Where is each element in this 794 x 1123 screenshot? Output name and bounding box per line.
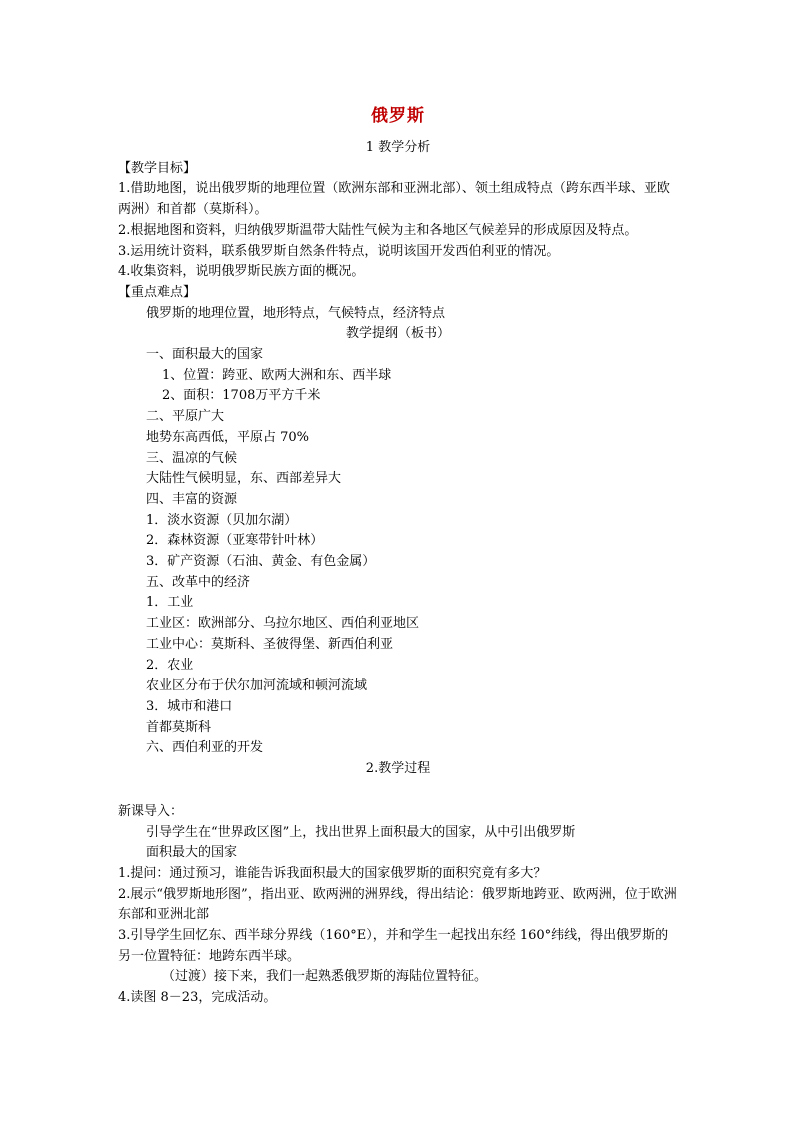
outline-line: 大陆性气候明显，东、西部差异大 — [146, 471, 342, 487]
objective-item: 3.运用统计资料，联系俄罗斯自然条件特点，说明该国开发西伯利亚的情况。 — [118, 243, 560, 259]
document-title: 俄罗斯 — [371, 106, 425, 126]
intro-text: 引导学生在“世界政区图”上，找出世界上面积最大的国家，从中引出俄罗斯 — [146, 824, 576, 840]
spacer — [118, 780, 678, 802]
process-step: 2.展示“俄罗斯地形图”，指出亚、欧两洲的洲界线，得出结论：俄罗斯地跨亚、欧两洲，位于欧洲东部和亚洲北部 — [118, 886, 677, 923]
outline-line: 3．矿产资源（石油、黄金、有色金属） — [146, 554, 376, 570]
document-page — [118, 104, 678, 1009]
outline-line: 二、平原广大 — [146, 409, 225, 425]
intro-text-continued: 面积最大的国家 — [146, 845, 238, 861]
process-step: 4.读图 8－23，完成活动。 — [118, 990, 277, 1006]
outline-line: 2、面积：1708万平方千米 — [162, 388, 321, 404]
process-step: 3.引导学生回忆东、西半球分界线（160°E），并和学生一起找出东经 160°纬线，得出俄罗斯的另一位置特征：地跨东西半球。 — [118, 928, 669, 964]
outline-line: 2．农业 — [146, 657, 194, 673]
outline-line: 地势东高西低，平原占 70% — [146, 429, 310, 445]
key-points-heading: 【重点难点】 — [118, 284, 197, 300]
transition-text: （过渡）接下来，我们一起熟悉俄罗斯的海陆位置特征。 — [162, 969, 488, 985]
outline-line: 1．淡水资源（贝加尔湖） — [146, 512, 298, 528]
outline-line: 工业中心：莫斯科、圣彼得堡、新西伯利亚 — [146, 636, 394, 652]
outline-heading: 教学提纲（板书） — [345, 326, 450, 342]
objective-item: 1.借助地图，说出俄罗斯的地理位置（欧洲东部和亚洲北部）、领土组成特点（跨东西半球、亚欧两洲）和首都（莫斯科）。 — [118, 181, 670, 218]
intro-label: 新课导入： — [118, 803, 184, 819]
outline-line: 五、改革中的经济 — [146, 574, 251, 590]
outline-line: 1．工业 — [146, 595, 194, 611]
outline-line: 2．森林资源（亚寒带针叶林） — [146, 533, 324, 549]
outline-line: 四、丰富的资源 — [146, 491, 238, 507]
key-points-text: 俄罗斯的地理位置，地形特点，气候特点，经济特点 — [146, 305, 446, 321]
outline-line: 农业区分布于伏尔加河流域和顿河流域 — [146, 678, 368, 694]
section-heading-analysis: 1 教学分析 — [365, 140, 431, 155]
objective-item: 2.根据地图和资料，归纳俄罗斯温带大陆性气候为主和各地区气候差异的形成原因及特点。 — [118, 222, 638, 238]
section-heading-process: 2.教学过程 — [365, 761, 431, 777]
outline-line: 一、面积最大的国家 — [146, 347, 264, 363]
outline-line: 六、西伯利亚的开发 — [146, 740, 264, 756]
outline-line: 三、温凉的气候 — [146, 450, 238, 466]
objective-item: 4.收集资料，说明俄罗斯民族方面的概况。 — [118, 264, 365, 280]
outline-line: 首都莫斯科 — [146, 719, 212, 735]
process-step: 1.提问：通过预习，谁能告诉我面积最大的国家俄罗斯的面积究竟有多大？ — [118, 865, 547, 881]
outline-line: 1、位置：跨亚、欧两大洲和东、西半球 — [162, 367, 392, 383]
objectives-heading: 【教学目标】 — [118, 160, 197, 176]
outline-line: 3．城市和港口 — [146, 698, 233, 714]
outline-line: 工业区：欧洲部分、乌拉尔地区、西伯利亚地区 — [146, 616, 420, 632]
